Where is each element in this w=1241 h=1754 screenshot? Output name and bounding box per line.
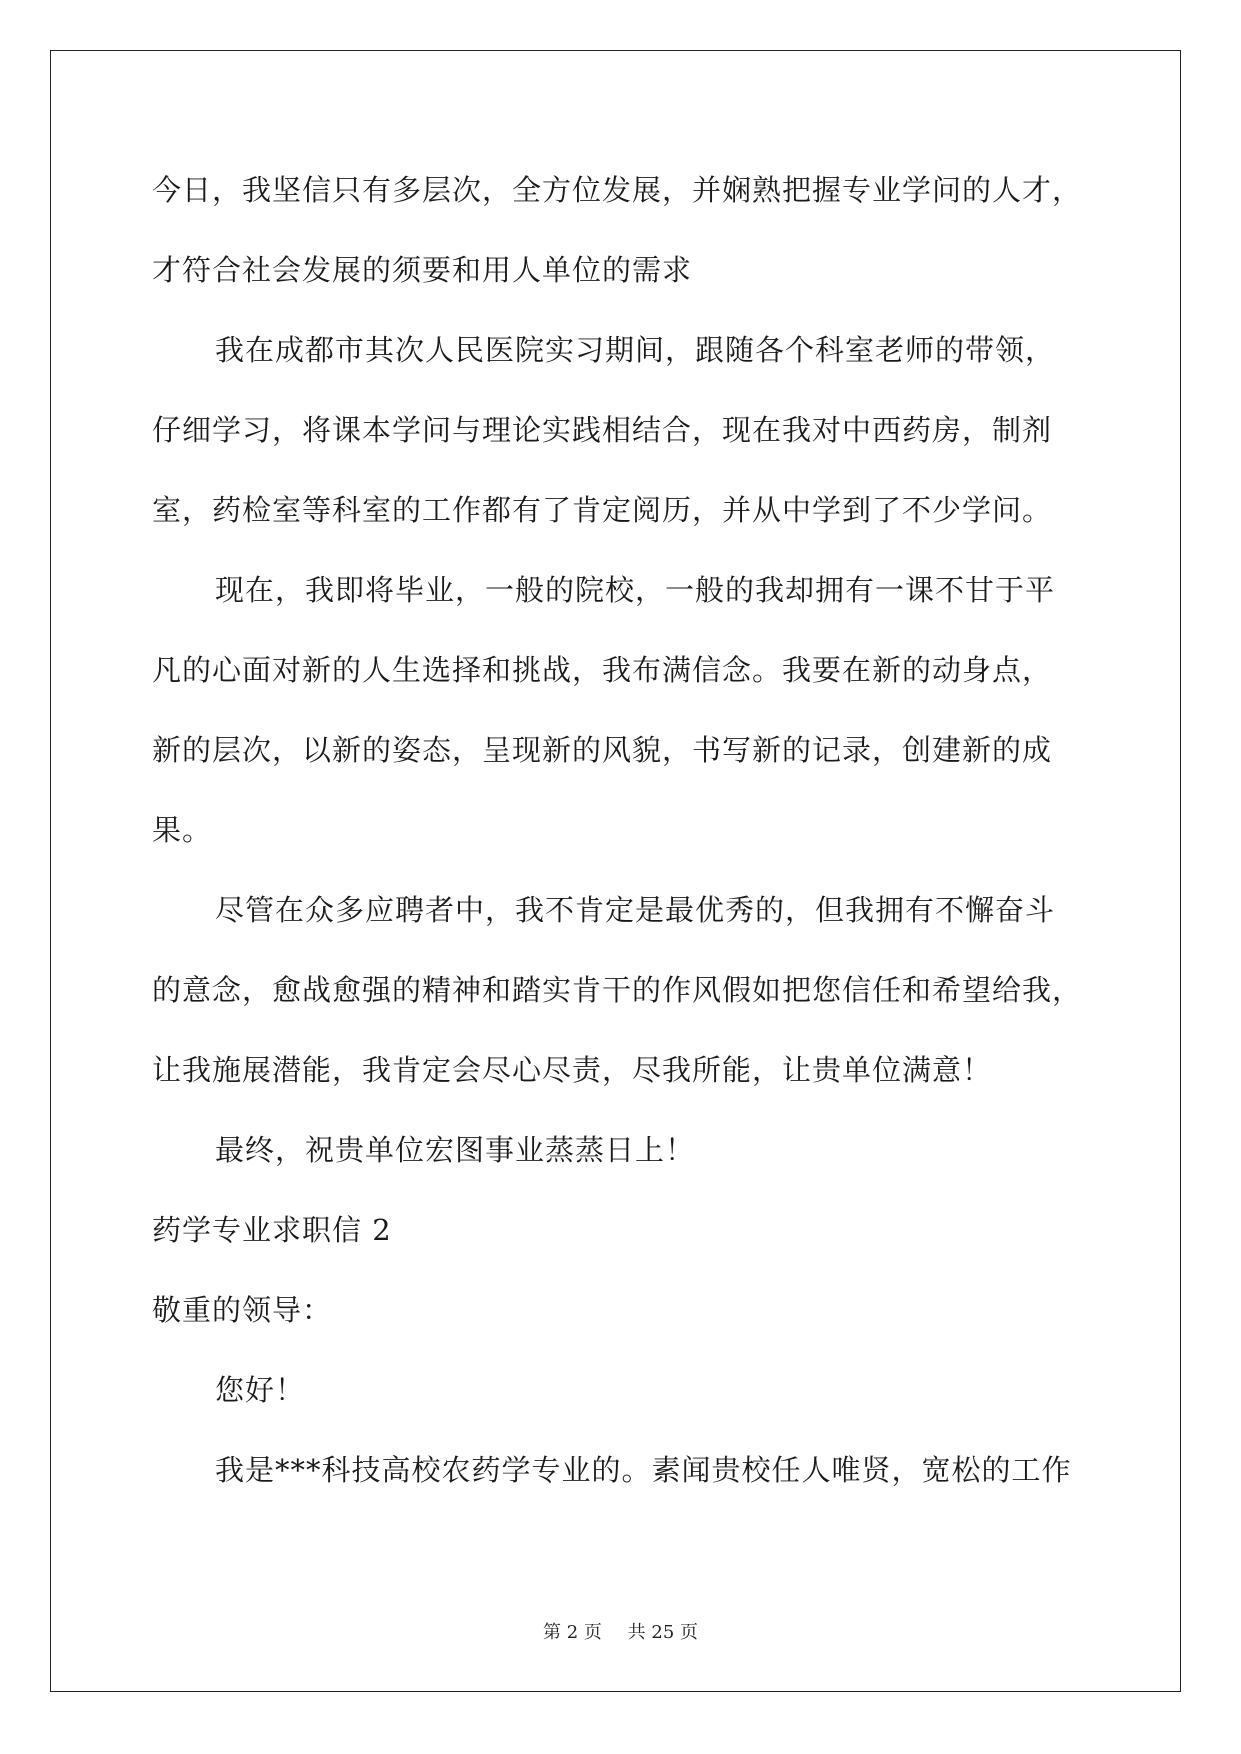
text-line: 让我施展潜能，我肯定会尽心尽责，尽我所能，让贵单位满意！ [152, 1053, 993, 1087]
page-body [152, 150, 1097, 1510]
text-line: 果。 [152, 813, 213, 847]
page-footer [0, 1618, 1241, 1644]
text-line: 凡的心面对新的人生选择和挑战，我布满信念。我要在新的动身点， [152, 653, 1053, 687]
section-heading: 药学专业求职信 2 [152, 1213, 392, 1247]
text-line: 仔细学习，将课本学问与理论实践相结合，现在我对中西药房，制剂 [152, 413, 1053, 447]
paragraph-start-line: 我在成都市其次人民医院实习期间，跟随各个科室老师的带领， [215, 333, 1056, 367]
salutation: 敬重的领导： [152, 1293, 333, 1327]
text-line: 的意念，愈战愈强的精神和踏实肯干的作风假如把您信任和希望给我， [152, 973, 1083, 1007]
page-number: 第 2 页 [543, 1622, 602, 1643]
paragraph-start-line: 尽管在众多应聘者中，我不肯定是最优秀的，但我拥有不懈奋斗 [215, 893, 1056, 927]
page-total: 共 25 页 [627, 1622, 698, 1643]
text-line: 今日，我坚信只有多层次，全方位发展，并娴熟把握专业学问的人才， [152, 173, 1083, 207]
paragraph-start-line: 我是***科技高校农药学专业的。素闻贵校任人唯贤，宽松的工作 [215, 1453, 1072, 1487]
text-line: 才符合社会发展的须要和用人单位的需求 [152, 253, 693, 287]
text-line: 新的层次，以新的姿态，呈现新的风貌，书写新的记录，创建新的成 [152, 733, 1053, 767]
text-line: 室，药检室等科室的工作都有了肯定阅历，并从中学到了不少学问。 [152, 493, 1053, 527]
paragraph-start-line: 现在，我即将毕业，一般的院校，一般的我却拥有一课不甘于平 [215, 573, 1056, 607]
greeting: 您好！ [215, 1373, 306, 1407]
paragraph-start-line: 最终，祝贵单位宏图事业蒸蒸日上！ [215, 1133, 696, 1167]
